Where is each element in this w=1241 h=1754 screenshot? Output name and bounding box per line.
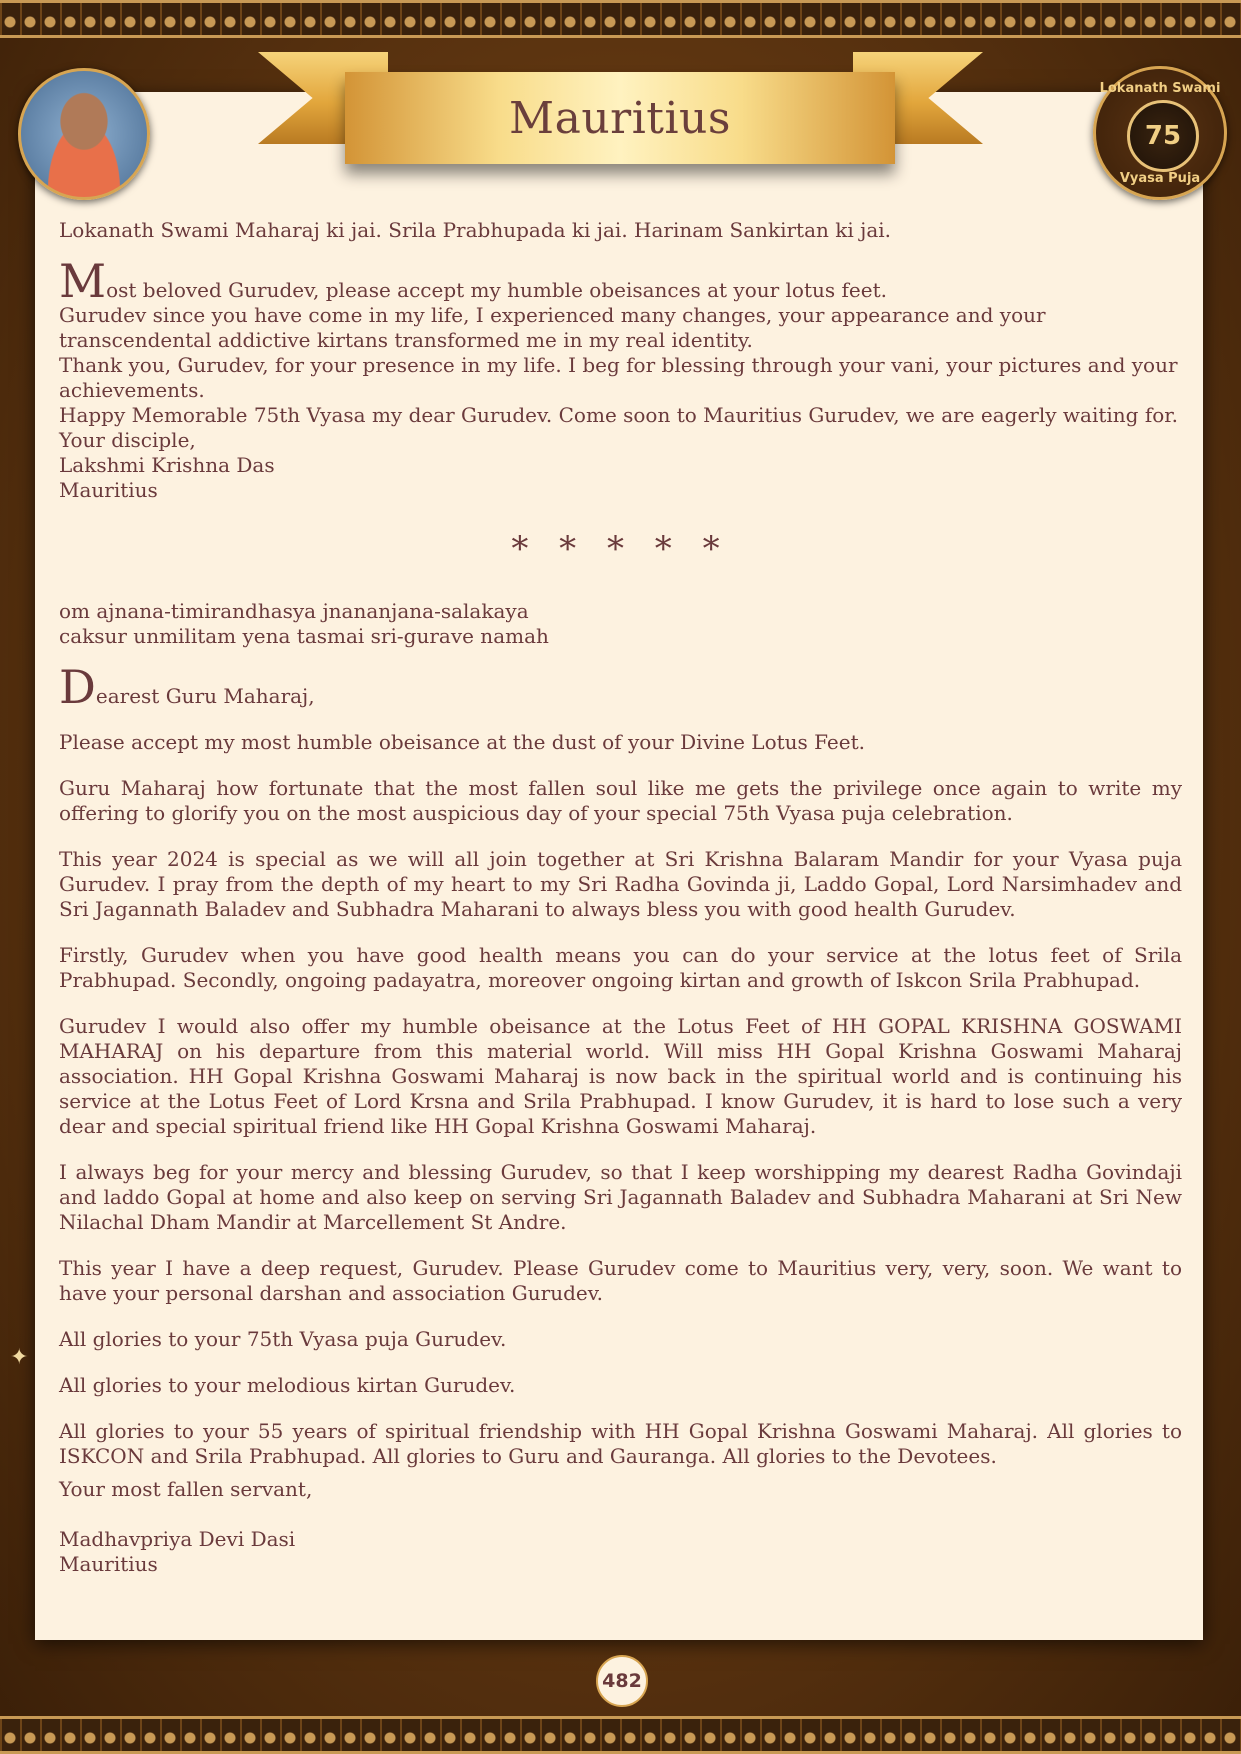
greeting-text: earest Guru Maharaj, (95, 684, 315, 708)
signature-place: Mauritius (59, 1552, 158, 1576)
paragraph: All glories to your melodious kirtan Gurudev. (59, 1373, 516, 1397)
section-separator: * * * * * (511, 529, 730, 569)
decorative-border-top (0, 0, 1241, 38)
paragraph: Thank you, Gurudev, for your presence in my life. I beg for blessing through your vani, your pictures and your achievements. (59, 353, 1178, 402)
opening-line-text: ost beloved Gurudev, please accept my humble obeisances at your lotus feet. (106, 278, 887, 302)
closing: Your disciple, (59, 428, 196, 452)
paragraph: I always beg for your mercy and blessing Gurudev, so that I keep worshipping my dearest Radha Govindaji and laddo Gopal at home and also keep on serving Sri Jagannath Baladev and Subhadra Maharani at Sri New Nilachal Dham Mandir at Marcellement St Andre. (59, 1160, 1182, 1234)
paragraph: Gurudev since you have come in my life, I experienced many changes, your appearance and your transcendental addictive kirtans transformed me in my real identity. (59, 303, 1046, 352)
greeting (59, 660, 1182, 714)
paragraph: This year I have a deep request, Gurudev. Please Gurudev come to Mauritius very, very, soon. We want to have your personal darshan and association Gurudev. (59, 1256, 1182, 1305)
seal-bottom-text: Vyasa Puja (1119, 171, 1201, 186)
paragraph: Firstly, Gurudev when you have good health means you can do your service at the lotus feet of Srila Prabhupad. Secondly, ongoing padayatra, moreover ongoing kirtan and growth of Iskcon Srila Prabhupad. (59, 943, 1182, 992)
salutation: Lokanath Swami Maharaj ki jai. Srila Prabhupada ki jai. Harinam Sankirtan ki jai. (59, 218, 892, 242)
page-number: 482 (602, 1670, 642, 1692)
signature-place: Mauritius (59, 478, 158, 502)
page-number-badge (596, 1655, 648, 1707)
signature-name: Lakshmi Krishna Das (59, 453, 275, 477)
paragraph: This year 2024 is special as we will all join together at Sri Krishna Balaram Mandir for your Vyasa puja Gurudev. I pray from the depth of my heart to my Sri Radha Govinda ji, Laddo Gopal, Lord Narsimhadev and Sri Jagannath Baladev and Subhadra Maharani to always bless you with good health Gurudev. (59, 847, 1182, 921)
verse-line: caksur unmilitam yena tasmai sri-gurave namah (59, 624, 549, 648)
guru-portrait-avatar (18, 68, 150, 200)
page-title: Mauritius (509, 92, 731, 144)
drop-cap: D (59, 660, 96, 714)
title-ribbon (345, 72, 895, 164)
paragraph: All glories to your 55 years of spiritual friendship with HH Gopal Krishna Goswami Maharaj. All glories to ISKCON and Srila Prabhupad. All glories to Guru and Gauranga. All glories to the Devotees. (59, 1419, 1182, 1468)
closing: Your most fallen servant, (59, 1477, 313, 1501)
paragraph: All glories to your 75th Vyasa puja Gurudev. (59, 1327, 507, 1351)
opening-line (59, 254, 1182, 308)
seal-number: 75 (1144, 121, 1182, 151)
decorative-border-bottom (0, 1716, 1241, 1754)
sparkle-icon: ✦ (10, 1345, 29, 1370)
offering-2 (59, 599, 1182, 1577)
signature-name: Madhavpriya Devi Dasi (59, 1527, 296, 1551)
paragraph: Gurudev I would also offer my humble obeisance at the Lotus Feet of HH GOPAL KRISHNA GOSWAMI MAHARAJ on his departure from this material world. Will miss HH Gopal Krishna Goswami Maharaj association. HH Gopal Krishna Goswami Maharaj is now back in the spiritual world and is continuing his service at the Lotus Feet of Lord Krsna and Srila Prabhupad. I know Gurudev, it is hard to lose such a very dear and special spiritual friend like HH Gopal Krishna Goswami Maharaj. (59, 1014, 1182, 1138)
drop-cap: M (59, 254, 107, 308)
vyasa-puja-seal-logo (1093, 66, 1227, 200)
letter-content (59, 218, 1182, 1577)
offering-1 (59, 218, 1182, 503)
paragraph: Please accept my most humble obeisance at the dust of your Divine Lotus Feet. (59, 730, 865, 754)
verse-line: om ajnana-timirandhasya jnananjana-salakaya (59, 599, 529, 623)
seal-center (1127, 100, 1199, 172)
paragraph: Happy Memorable 75th Vyasa my dear Gurudev. Come soon to Mauritius Gurudev, we are eagerly waiting for. (59, 403, 1178, 427)
seal-top-text: Lokanath Swami (1099, 81, 1221, 96)
paragraph: Guru Maharaj how fortunate that the most fallen soul like me gets the privilege once again to write my offering to glorify you on the most auspicious day of your special 75th Vyasa puja celebration. (59, 776, 1182, 825)
